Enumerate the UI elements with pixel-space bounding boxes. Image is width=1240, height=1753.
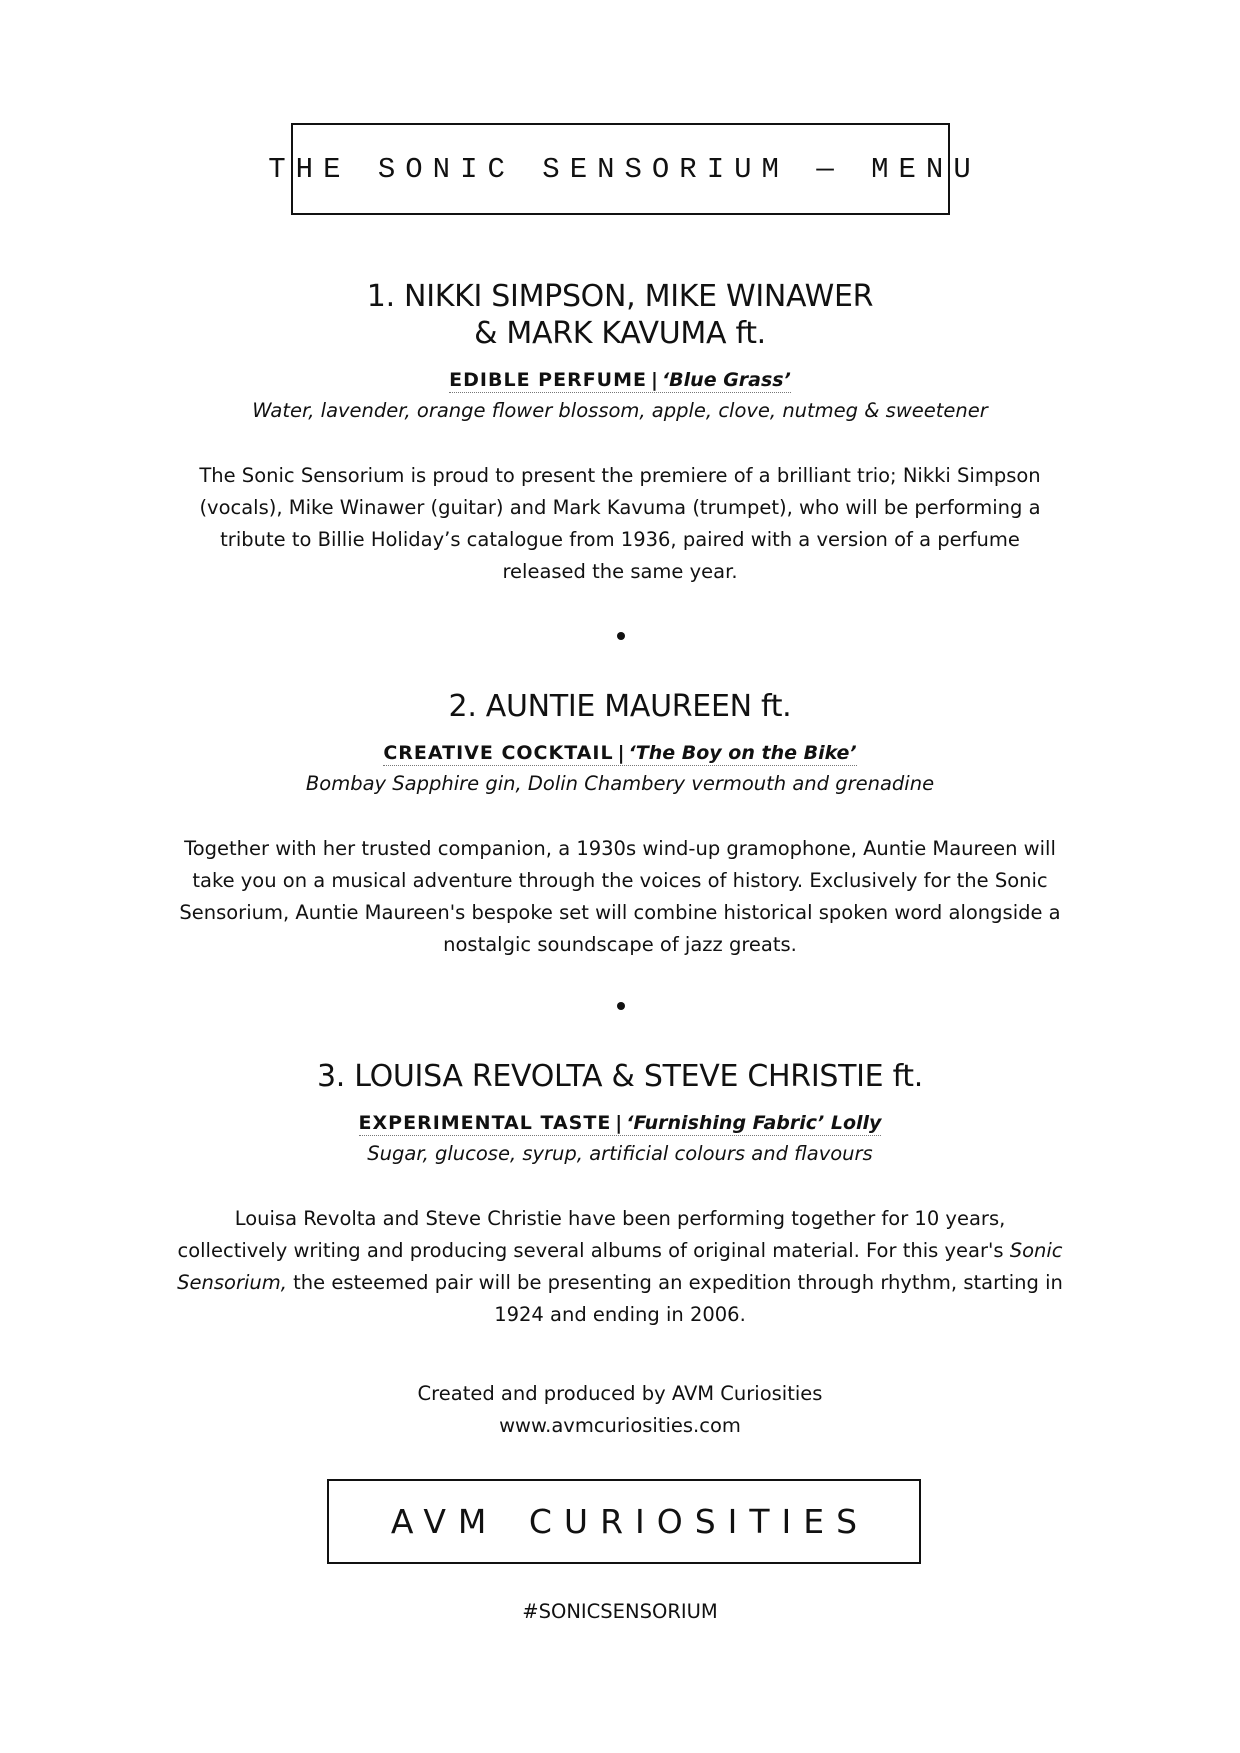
menu-title-box	[268, 123, 981, 215]
menu-title: THE SONIC SENSORIUM — MENU	[268, 152, 981, 186]
avm-logo: AVM CURIOSITIES	[390, 1502, 870, 1541]
act-3-description-line-text: the esteemed pair will be presenting an expedition through rhythm, starting in	[286, 1271, 1063, 1294]
act-3-ingredients: Sugar, glucose, syrup, artificial colours and flavours	[367, 1142, 873, 1165]
act-3-description-line-text: collectively writing and producing several albums of original material. For this year's	[177, 1239, 1010, 1262]
act-3-heading-line-1: 3. LOUISA REVOLTA & STEVE CHRISTIE ft.	[316, 1059, 924, 1094]
act-1-heading-line-2: & MARK KAVUMA ft.	[474, 316, 766, 351]
act-3-description-line: Louisa Revolta and Steve Christie have been performing together for 10 years,	[234, 1207, 1006, 1230]
act-2-pairing-type: CREATIVE COCKTAIL	[383, 742, 614, 764]
act-2-pairing-name: ‘The Boy on the Bike’	[628, 742, 857, 764]
credits	[150, 1378, 1090, 1442]
act-2-description	[150, 833, 1090, 961]
act-1-heading	[150, 278, 1090, 352]
section-divider-bullet	[617, 632, 625, 640]
act-2-heading	[150, 688, 1090, 725]
act-3-description-line: 1924 and ending in 2006.	[494, 1303, 746, 1326]
website-link[interactable]: www.avmcuriosities.com	[499, 1414, 741, 1437]
act-2-pairing-separator: |	[617, 742, 625, 764]
act-1-pairing-type: EDIBLE PERFUME	[449, 369, 647, 391]
act-2-description-line: Together with her trusted companion, a 1930s wind-up gramophone, Auntie Maureen will	[184, 837, 1056, 860]
act-3-description	[150, 1203, 1090, 1331]
act-3-pairing-name: ‘Furnishing Fabric’ Lolly	[626, 1112, 882, 1134]
act-3-italic-sonic: Sonic	[1009, 1239, 1063, 1262]
act-1-description-line: (vocals), Mike Winawer (guitar) and Mark Kavuma (trumpet), who will be performing a	[199, 496, 1041, 519]
act-3-italic-sensorium: Sensorium,	[177, 1271, 287, 1294]
act-1-pairing-name: ‘Blue Grass’	[661, 369, 791, 391]
act-2-ingredients: Bombay Sapphire gin, Dolin Chambery vermouth and grenadine	[305, 772, 935, 795]
act-1-ingredients: Water, lavender, orange flower blossom, apple, clove, nutmeg & sweetener	[252, 399, 988, 422]
act-2-heading-line-1: 2. AUNTIE MAUREEN ft.	[448, 689, 792, 724]
act-1-pairing	[150, 368, 1090, 392]
act-2	[150, 688, 1090, 961]
act-1-pairing-separator: |	[651, 369, 658, 391]
act-3-description-line	[150, 1267, 1090, 1299]
act-2-description-line: Sensorium, Auntie Maureen's bespoke set will combine historical spoken word alongside a	[179, 901, 1061, 924]
act-1-heading-line-1: 1. NIKKI SIMPSON, MIKE WINAWER	[366, 279, 874, 314]
act-3-pairing	[150, 1111, 1090, 1135]
act-2-pairing	[150, 741, 1090, 765]
act-1-description-line: released the same year.	[502, 560, 738, 583]
act-2-description-line: nostalgic soundscape of jazz greats.	[443, 933, 797, 956]
act-3-heading	[150, 1058, 1090, 1095]
act-1-description-line: The Sonic Sensorium is proud to present the premiere of a brilliant trio; Nikki Simpson	[199, 464, 1041, 487]
act-1-description	[150, 460, 1090, 588]
act-3-description-line	[150, 1235, 1090, 1267]
hashtag: #SONICSENSORIUM	[522, 1600, 718, 1623]
act-2-description-line: take you on a musical adventure through the voices of history. Exclusively for the Sonic	[192, 869, 1048, 892]
act-1-description-line: tribute to Billie Holiday’s catalogue from 1936, paired with a version of a perfume	[220, 528, 1020, 551]
act-3-pairing-separator: |	[615, 1112, 623, 1134]
section-divider-bullet	[617, 1002, 625, 1010]
act-3	[150, 1058, 1090, 1331]
act-3-pairing-type: EXPERIMENTAL TASTE	[358, 1112, 612, 1134]
credit-line: Created and produced by AVM Curiosities	[417, 1382, 823, 1405]
avm-logo-box	[327, 1479, 921, 1564]
act-1	[150, 278, 1090, 588]
